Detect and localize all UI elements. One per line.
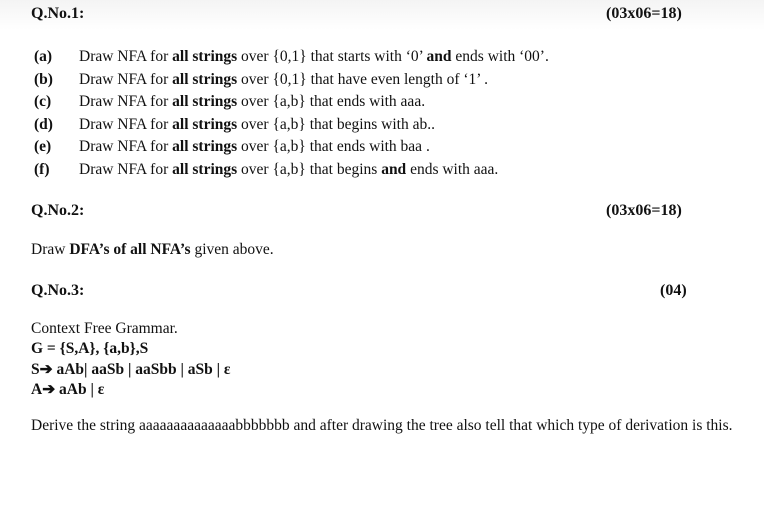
q3-rule-s: S➔ aAb| aaSb | aaSbb | aSb | ε [31,361,231,378]
q3-marks: (04) [660,282,687,299]
q3-question: Derive the string aaaaaaaaaaaaaabbbbbbb and after drawing the tree also tell that which type of derivation is this. [31,417,733,434]
q1-heading: Q.No.1: [31,5,85,22]
q1-item-bold: all strings [172,93,238,111]
q1-item-post: over {0,1} that starts with ‘0’ [237,48,427,65]
q1-item-pre: Draw NFA for [79,93,173,111]
q2-heading: Q.No.2: [31,202,85,219]
q1-item-label: (c) [34,93,52,111]
q1-item-post: over {a,b} that ends with baa . [237,138,430,156]
q1-item-text [79,116,435,134]
q1-item-bold: all strings [172,138,238,156]
q1-item-pre: Draw NFA for [79,161,173,178]
q1-item-bold: all strings [172,115,238,133]
q1-item-label: (a) [34,48,53,65]
q3-rule-g: G = {S,A}, {a,b},S [31,340,149,357]
q2-text-bold: DFA’s of all NFA’s [69,241,191,258]
q1-item-label: (e) [34,138,52,156]
q1-item-bold: all strings [172,48,238,65]
q1-item-pre: Draw NFA for [79,48,173,65]
q1-item-label: (b) [34,70,53,88]
q2-marks: (03x06=18) [606,202,682,219]
q1-item-pre: Draw NFA for [79,115,173,133]
q1-item-text [79,71,488,89]
q1-item-pre: Draw NFA for [79,138,173,156]
q1-item-text [79,93,425,111]
q1-item-post: over {a,b} that begins [237,161,382,178]
q1-marks: (03x06=18) [606,5,682,22]
q3-heading: Q.No.3: [31,282,85,299]
q2-text-post: given above. [190,241,274,258]
q1-item-bold2: and [426,48,452,65]
q1-item-post2: ends with ‘00’. [451,48,549,65]
q3-intro: Context Free Grammar. [31,320,178,337]
q1-item-bold: all strings [172,70,238,88]
q1-item-post2: ends with aaa. [406,161,499,178]
q1-item-post: over {a,b} that begins with ab.. [237,115,435,133]
q1-item-bold: all strings [172,161,238,178]
q2-text-pre: Draw [31,241,70,258]
q1-item-bold2: and [381,161,407,178]
q1-item-pre: Draw NFA for [79,70,173,88]
q1-item-label: (f) [34,161,50,178]
q1-item-text [79,48,549,66]
q2-text [31,241,274,259]
q3-rule-a: A➔ aAb | ε [31,381,105,398]
q1-item-post: over {0,1} that have even length of ‘1’ . [237,70,489,88]
q1-item-text [79,138,430,156]
q1-item-post: over {a,b} that ends with aaa. [237,93,426,111]
q1-item-label: (d) [34,115,53,133]
q1-item-text [79,161,498,179]
